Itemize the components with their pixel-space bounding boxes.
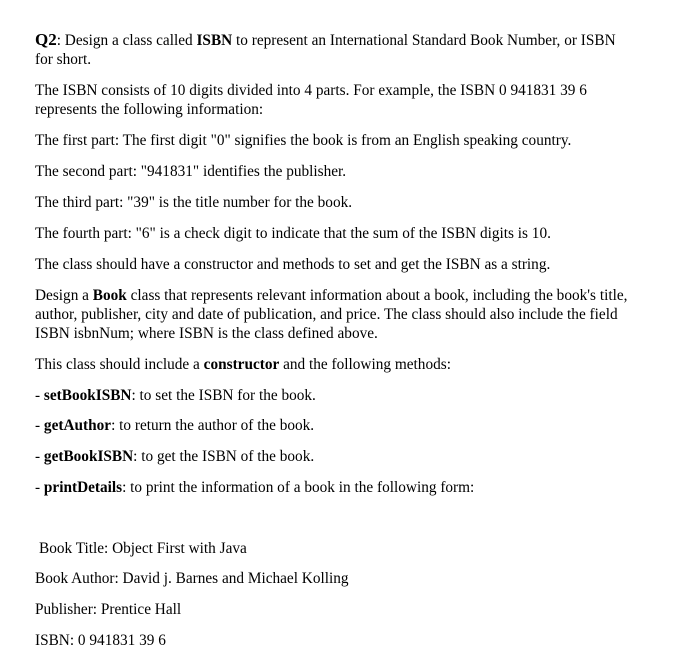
method-name: getAuthor — [43, 417, 112, 434]
method-item: - getBookISBN: to get the ISBN of the book. — [35, 448, 315, 465]
isbn-part-3: The third part: "39" is the title number for the book. — [35, 194, 353, 211]
isbn-desc-line1: The ISBN consists of 10 digits divided into 4 parts. For example, the ISBN 0 941831 39 6 — [35, 82, 587, 99]
sample-title: Book Title: Object First with Java — [39, 540, 247, 557]
book-class-line2: author, publisher, city and date of publication, and price. The class should also include the field — [35, 306, 618, 323]
sample-isbn: ISBN: 0 941831 39 6 — [35, 632, 166, 649]
question-intro-line1: Q2: Design a class called ISBN to represent an International Standard Book Number, or ISBN — [35, 30, 616, 49]
question-label: Q2 — [35, 30, 57, 49]
sample-publisher: Publisher: Prentice Hall — [35, 601, 182, 618]
isbn-part-2: The second part: "941831" identifies the publisher. — [35, 163, 347, 180]
isbn-constructor-note: The class should have a constructor and methods to set and get the ISBN as a string. — [35, 256, 551, 273]
book-class-line3: ISBN isbnNum; where ISBN is the class defined above. — [35, 325, 378, 342]
question-intro-line2: for short. — [35, 51, 92, 68]
isbn-desc-line2: represents the following information: — [35, 101, 264, 118]
method-item: - getAuthor: to return the author of the book. — [35, 417, 315, 434]
isbn-part-4: The fourth part: "6" is a check digit to indicate that the sum of the ISBN digits is 10. — [35, 225, 551, 242]
method-item: - setBookISBN: to set the ISBN for the book. — [35, 387, 316, 404]
method-item: - printDetails: to print the information of a book in the following form: — [35, 479, 475, 496]
isbn-part-1: The first part: The first digit "0" signifies the book is from an English speaking country. — [35, 132, 572, 149]
book-class-line1: Design a Book class that represents relevant information about a book, including the book's title, — [35, 287, 628, 304]
sample-author: Book Author: David j. Barnes and Michael Kolling — [35, 570, 349, 587]
method-name: getBookISBN — [43, 448, 134, 465]
isbn-class-name: ISBN — [196, 32, 233, 49]
book-class-name: Book — [92, 287, 127, 304]
method-name: setBookISBN — [43, 387, 132, 404]
methods-intro: This class should include a constructor and the following methods: — [35, 356, 451, 373]
method-name: printDetails — [43, 479, 123, 496]
